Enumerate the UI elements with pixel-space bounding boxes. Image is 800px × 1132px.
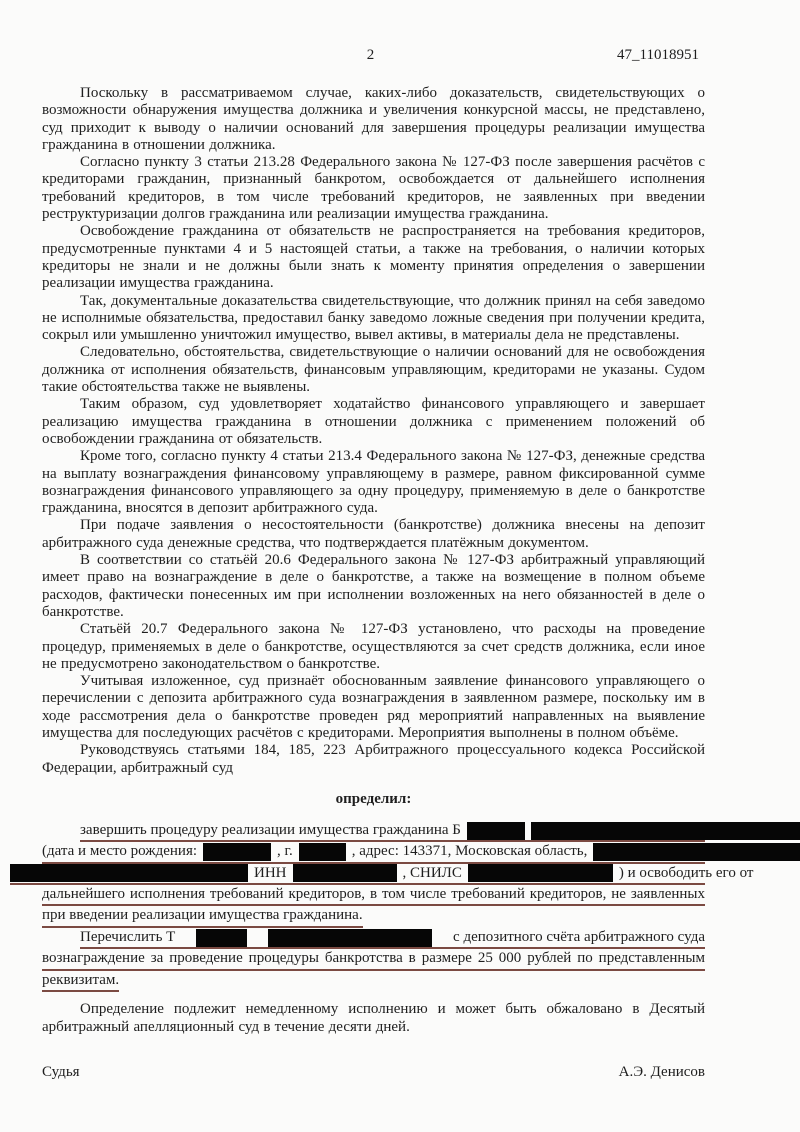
body-text: [42, 85, 705, 777]
redaction-block: [299, 843, 346, 861]
page-number: 2: [366, 47, 375, 63]
redaction-block: [531, 822, 800, 840]
body-paragraph: Статьёй 20.7 Федерального закона № 127-ФЗ установлено, что расходы на проведение процедур, применяемых в деле о банкротстве, осуществляются за счет средств должника, если иное не предусмотрено законодательством о банкротстве.: [42, 621, 705, 672]
case-number: 47_11018951: [617, 47, 699, 63]
body-paragraph: Руководствуясь статьями 184, 185, 223 Арбитражного процессуального кодекса Российской Федерации, арбитражный суд: [42, 742, 705, 776]
judge-name: А.Э. Денисов: [618, 1064, 705, 1080]
ruling-heading: определил:: [335, 790, 412, 807]
ruling-line: вознаграждение за проведение процедуры банкротства в размере 25 000 рублей по представленным: [42, 949, 705, 970]
body-paragraph: Учитывая изложенное, суд признаёт обоснованным заявление финансового управляющего о перечислении с депозита арбитражного суда вознаграждения в заявленном размере, поскольку им в ходе рассмотрения дела о банкротстве проведен ряд мероприятий направленных на выявление имущества для последующих расчётов с кредиторами. Мероприятия выполнены в полном объёме.: [42, 673, 705, 741]
ruling-line-text: с депозитного счёта арбитражного суда: [453, 929, 705, 946]
ruling-line: [80, 928, 705, 949]
ruling-line: [42, 906, 705, 927]
redaction-block: [196, 929, 247, 947]
body-paragraph: При подаче заявления о несостоятельности (банкротстве) должника внесены на депозит арбитражного суда денежные средства, что подтверждается платёжным документом.: [42, 517, 705, 551]
ruling-line-text: , адрес: 143371, Московская область,: [351, 843, 588, 860]
redaction-block: [293, 864, 397, 882]
ruling-line-text: , г.: [277, 843, 293, 860]
ruling-section: [42, 821, 754, 992]
ruling-line-text: при введении реализации имущества гражданина.: [42, 906, 363, 927]
ruling-line-text: реквизитам.: [42, 971, 119, 992]
closing-paragraph: Определение подлежит немедленному исполнению и может быть обжаловано в Десятый арбитражный апелляционный суд в течение десяти дней.: [42, 1001, 705, 1035]
ruling-line-text: , СНИЛС: [402, 864, 462, 881]
ruling-line: [80, 821, 705, 842]
body-paragraph: Так, документальные доказательства свидетельствующие, что должник принял на себя заведомо не исполнимые обязательства, предоставил банку заведомо ложные сведения при получении кредита, сокрыл или умышленно уничтожил имущество, вывел активы, в материалы дела не представлены.: [42, 292, 705, 344]
body-paragraph: Согласно пункту 3 статьи 213.28 Федерального закона № 127-ФЗ после завершения расчётов с кредиторами гражданин, признанный банкротом, освобождается от дальнейшего исполнения требований кредиторов, в том числе требований кредиторов, не заявленных при введении реструктуризации долгов гражданина или реализации имущества гражданина.: [42, 154, 705, 223]
body-paragraph: Кроме того, согласно пункту 4 статьи 213.4 Федерального закона № 127-ФЗ, денежные средства на выплату вознаграждения финансовому управляющему в размере, равном фиксированной сумме вознаграждения финансового управляющего за одну процедуру, применяемую в деле о банкротстве гражданина, вносятся в депозит арбитражного суда.: [42, 448, 705, 517]
redaction-block: [468, 864, 613, 882]
redaction-block: [593, 843, 800, 861]
page-header: [42, 46, 705, 64]
ruling-line: [10, 864, 754, 885]
redaction-block: [10, 864, 248, 882]
ruling-line-text: завершить процедуру реализации имущества гражданина Б: [80, 822, 461, 839]
ruling-line: [42, 842, 705, 863]
redaction-block: [203, 843, 271, 861]
body-paragraph: Освобождение гражданина от обязательств не распространяется на требования кредиторов, предусмотренные пунктами 4 и 5 настоящей статьи, а также на требования, о наличии которых кредиторы не знали и не должны были знать к моменту принятия определения о завершении реализации имущества гражданина.: [42, 223, 705, 292]
ruling-line-text: ) и освободить его от: [618, 864, 754, 881]
signature-row: [42, 1063, 705, 1081]
ruling-line: [42, 971, 705, 992]
body-paragraph: Поскольку в рассматриваемом случае, каких-либо доказательств, свидетельствующих о возможности обнаружения имущества должника и увеличения конкурсной массы, не представлено, суд приходит к выводу о наличии оснований для завершения процедуры реализации имущества гражданина в отношении должника.: [42, 85, 705, 153]
ruling-line: дальнейшего исполнения требований кредиторов, в том числе требований кредиторов, не заявленных: [42, 885, 705, 906]
redaction-block: [467, 822, 525, 840]
judge-label: Судья: [42, 1064, 80, 1080]
redaction-block: [268, 929, 432, 947]
ruling-line-text: (дата и место рождения:: [42, 843, 198, 860]
body-paragraph: В соответствии со статьёй 20.6 Федерального закона № 127-ФЗ арбитражный управляющий имеет право на вознаграждение в деле о банкротстве, а также на возмещение в полном объеме расходов, фактически понесенных им при исполнении возложенных на него обязанностей в деле о банкротстве.: [42, 552, 705, 620]
body-paragraph: Таким образом, суд удовлетворяет ходатайство финансового управляющего и завершает реализацию имущества гражданина в отношении должника с применением положений об освобождении гражданина от обязательств.: [42, 396, 705, 447]
ruling-line-text: ИНН: [254, 864, 287, 881]
ruling-line-text: Перечислить Т: [80, 929, 176, 946]
body-paragraph: Следовательно, обстоятельства, свидетельствующие о наличии оснований для не освобождения должника от исполнения обязательств, финансовым управляющим, кредиторами не указаны. Судом такие обстоятельства также не выявлены.: [42, 344, 705, 396]
